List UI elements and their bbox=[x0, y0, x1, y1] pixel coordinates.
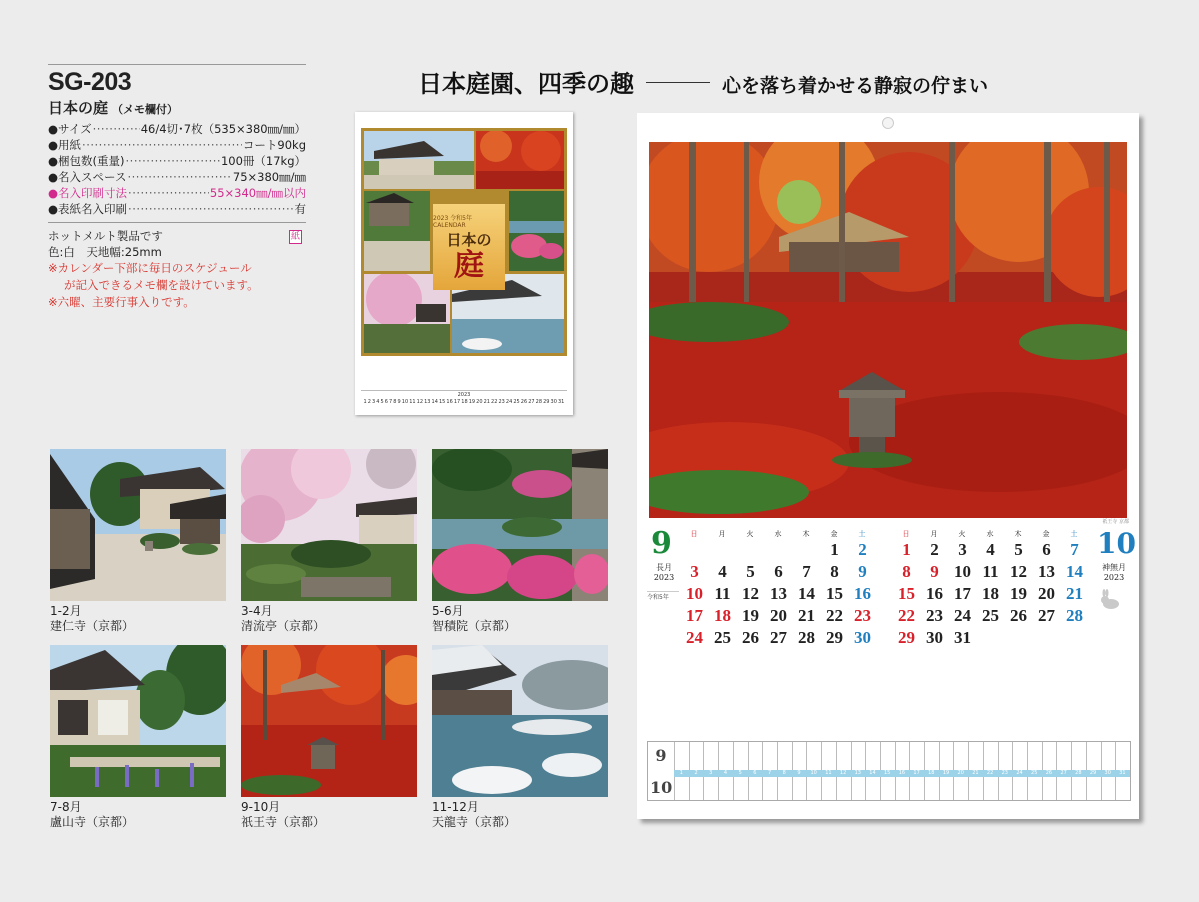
calendar-day: 14 bbox=[798, 584, 815, 603]
calendar-day: 14 bbox=[1066, 562, 1083, 581]
strip-day: 7 bbox=[389, 399, 393, 405]
strip-day: 22 bbox=[491, 399, 498, 405]
calendar-day: 11 bbox=[714, 584, 731, 603]
month-old-name-9: 長月 2023 bbox=[653, 563, 675, 582]
calendar-day: 19 bbox=[1010, 584, 1027, 603]
memo-day: 8 bbox=[782, 770, 786, 776]
strip-day: 10 bbox=[401, 399, 409, 405]
cover-photo-azalea bbox=[509, 191, 564, 271]
calendar-day: 15 bbox=[826, 584, 843, 603]
memo-day: 7 bbox=[767, 770, 772, 776]
product-name-note: （メモ欄付） bbox=[112, 103, 179, 116]
weekday-label: 金 bbox=[1042, 530, 1050, 538]
calendar-day: 8 bbox=[830, 562, 839, 581]
strip-day: 5 bbox=[380, 399, 384, 405]
memo-day: 4 bbox=[723, 770, 728, 776]
calendar-day: 22 bbox=[898, 606, 915, 625]
weekday-label: 日 bbox=[902, 530, 910, 538]
memo-day: 1 bbox=[679, 770, 683, 776]
strip-day: 1 bbox=[363, 399, 367, 405]
photo-seiryutei bbox=[241, 449, 417, 601]
spec-row bbox=[48, 169, 306, 185]
calendar-day: 31 bbox=[954, 628, 971, 647]
spec-key: ●名入スペース bbox=[48, 170, 127, 184]
month-thumb bbox=[241, 449, 417, 633]
spec-row bbox=[48, 201, 306, 217]
memo-day: 13 bbox=[854, 770, 861, 776]
spec-value: コート90kg bbox=[242, 138, 306, 152]
strip-day: 27 bbox=[528, 399, 535, 405]
month-thumb bbox=[432, 645, 608, 829]
calendar-day: 30 bbox=[926, 628, 943, 647]
calendar-day: 20 bbox=[770, 606, 787, 625]
calendar-day: 19 bbox=[742, 606, 759, 625]
calendar-day: 8 bbox=[902, 562, 911, 581]
strip-day: 26 bbox=[520, 399, 528, 405]
memo-day: 27 bbox=[1060, 770, 1067, 776]
strip-day: 25 bbox=[513, 399, 520, 405]
hanging-hole bbox=[882, 117, 894, 129]
memo-day: 24 bbox=[1016, 770, 1023, 776]
photo-chishakuin bbox=[432, 449, 608, 601]
calendar-day: 24 bbox=[954, 606, 971, 625]
memo-day: 28 bbox=[1075, 770, 1082, 776]
product-name: 日本の庭 （メモ欄付） bbox=[48, 99, 179, 117]
spec-leader bbox=[127, 169, 231, 185]
strip-day: 17 bbox=[453, 399, 461, 405]
weekday-label: 水 bbox=[986, 530, 994, 538]
photo-tenryuji bbox=[432, 645, 608, 797]
calendar-day: 27 bbox=[770, 628, 787, 647]
weekday-label: 土 bbox=[1070, 530, 1078, 538]
month-number-9: 9 bbox=[651, 526, 672, 561]
memo-day: 31 bbox=[1119, 770, 1126, 776]
strip-day: 21 bbox=[483, 399, 490, 405]
calendar-day: 12 bbox=[1010, 562, 1027, 581]
cover-name-strip bbox=[361, 390, 567, 408]
thumb-caption: 9-10月 祇王寺（京都） bbox=[241, 800, 326, 829]
calendar-day: 18 bbox=[714, 606, 731, 625]
strip-day: 20 bbox=[476, 399, 483, 405]
memo-month-10: 10 bbox=[650, 778, 673, 797]
strip-day: 31 bbox=[557, 399, 565, 405]
strip-day: 13 bbox=[424, 399, 431, 405]
calendar-day: 6 bbox=[1042, 540, 1051, 559]
spec-leader bbox=[126, 153, 220, 169]
calendar-day: 9 bbox=[858, 562, 867, 581]
strip-days bbox=[361, 399, 567, 405]
spec-value: 55×340㎜/㎜以内 bbox=[209, 186, 306, 200]
strip-day: 4 bbox=[376, 399, 380, 405]
spec-value: 75×380㎜/㎜ bbox=[232, 170, 306, 184]
memo-day: 30 bbox=[1104, 770, 1111, 776]
thumb-caption: 5-6月 智積院（京都） bbox=[432, 604, 517, 633]
calendar-day: 1 bbox=[830, 540, 839, 559]
spec-row bbox=[48, 121, 306, 137]
thumb-caption: 3-4月 清流亭（京都） bbox=[241, 604, 326, 633]
remarks bbox=[48, 260, 306, 311]
calendar-day: 3 bbox=[690, 562, 699, 581]
memo-day-band bbox=[674, 770, 1130, 777]
calendar-day: 11 bbox=[982, 562, 999, 581]
memo-day: 9 bbox=[797, 770, 801, 776]
weekday-label: 火 bbox=[958, 530, 966, 538]
weekday-label: 日 bbox=[690, 530, 698, 538]
calendar-day: 6 bbox=[774, 562, 783, 581]
thumb-caption: 11-12月 天龍寺（京都） bbox=[432, 800, 517, 829]
weekday-label: 木 bbox=[1014, 530, 1022, 538]
calendar-day: 16 bbox=[854, 584, 871, 603]
strip-day: 18 bbox=[461, 399, 468, 405]
spec-leader bbox=[82, 137, 242, 153]
cover-title-line2: 庭 bbox=[454, 247, 484, 283]
memo-day: 17 bbox=[913, 770, 920, 776]
calendar-day: 29 bbox=[826, 628, 843, 647]
calendar-day: 22 bbox=[826, 606, 843, 625]
strip-day: 14 bbox=[431, 399, 438, 405]
cover-year: 2023 令和5年 CALENDAR bbox=[433, 214, 472, 229]
weekday-label: 火 bbox=[746, 530, 754, 538]
memo-day: 14 bbox=[869, 770, 876, 776]
calendar-day: 23 bbox=[854, 606, 871, 625]
strip-day: 19 bbox=[468, 399, 476, 405]
month-thumb bbox=[50, 645, 226, 829]
strip-day: 2 bbox=[367, 399, 371, 405]
photo-giouji bbox=[241, 645, 417, 797]
divider bbox=[48, 222, 306, 223]
calendar-day: 30 bbox=[854, 628, 871, 647]
memo-day: 19 bbox=[942, 770, 950, 776]
strip-day: 3 bbox=[372, 399, 376, 405]
calendar-day: 21 bbox=[798, 606, 815, 625]
calendar-day: 18 bbox=[982, 584, 999, 603]
calendar-day: 13 bbox=[1038, 562, 1055, 581]
memo-day: 18 bbox=[928, 770, 935, 776]
rabbit-icon bbox=[1099, 589, 1121, 611]
strip-day: 8 bbox=[393, 399, 397, 405]
calendar-day: 4 bbox=[718, 562, 727, 581]
calendar-day: 21 bbox=[1066, 584, 1083, 603]
calendar-day: 12 bbox=[742, 584, 759, 603]
memo-day: 5 bbox=[738, 770, 742, 776]
spec-value: 46/4切･7枚（535×380㎜/㎜） bbox=[140, 122, 306, 136]
memo-day: 22 bbox=[986, 770, 994, 776]
month-thumb bbox=[50, 449, 226, 633]
calendar-day: 26 bbox=[742, 628, 759, 647]
spec-leader bbox=[93, 121, 140, 137]
memo-day: 21 bbox=[972, 770, 979, 776]
spec-value: 100冊（17kg） bbox=[220, 154, 306, 168]
strip-day: 24 bbox=[505, 399, 513, 405]
hotmelt-note: ホットメルト製品です bbox=[48, 229, 163, 243]
thumb-caption: 1-2月 建仁寺（京都） bbox=[50, 604, 135, 633]
strip-day: 9 bbox=[397, 399, 401, 405]
cover-thumbnail bbox=[355, 112, 573, 415]
calendar-day: 1 bbox=[902, 540, 911, 559]
calendar-day: 25 bbox=[714, 628, 731, 647]
memo-day: 11 bbox=[825, 770, 832, 776]
weekday-label: 金 bbox=[830, 530, 838, 538]
memo-day: 12 bbox=[839, 770, 847, 776]
calendar-day: 16 bbox=[926, 584, 943, 603]
spec-key: ●梱包数(重量) bbox=[48, 154, 125, 168]
memo-month-9: 9 bbox=[655, 746, 667, 765]
spec-value: 有 bbox=[294, 202, 306, 216]
spec-leader bbox=[128, 201, 293, 217]
calendar-day: 10 bbox=[686, 584, 703, 603]
calendar-day: 4 bbox=[986, 540, 995, 559]
memo-day: 2 bbox=[694, 770, 698, 776]
strip-day: 30 bbox=[550, 399, 557, 405]
weekday-label: 月 bbox=[718, 530, 726, 538]
tagline bbox=[418, 64, 988, 99]
calendar-day: 2 bbox=[858, 540, 867, 559]
calendar-day: 20 bbox=[1038, 584, 1055, 603]
calendar-day: 5 bbox=[746, 562, 755, 581]
cover-title-line1: 日本の bbox=[446, 230, 492, 249]
month-number-10: 10 bbox=[1097, 527, 1136, 560]
photo-rozanji bbox=[50, 645, 226, 797]
calendar-day: 2 bbox=[930, 540, 939, 559]
remark-line: ※六曜、主要行事入りです。 bbox=[48, 295, 195, 309]
memo-day: 29 bbox=[1089, 770, 1097, 776]
cover-collage bbox=[361, 128, 567, 356]
month-old-name-10: 神無月 2023 bbox=[1102, 563, 1126, 582]
product-spec bbox=[48, 64, 306, 311]
product-notes bbox=[48, 228, 306, 260]
calendar-day: 17 bbox=[954, 584, 971, 603]
calendar-day: 3 bbox=[958, 540, 967, 559]
memo-day: 16 bbox=[898, 770, 906, 776]
spec-row bbox=[48, 137, 306, 153]
divider bbox=[48, 64, 306, 65]
spec-key: ●表紙名入印刷 bbox=[48, 202, 128, 216]
calendar-day: 28 bbox=[798, 628, 815, 647]
memo-area bbox=[647, 741, 1131, 801]
cover-photo-autumn bbox=[476, 131, 564, 189]
main-photo bbox=[649, 142, 1127, 518]
calendar-day: 9 bbox=[930, 562, 939, 581]
spec-list bbox=[48, 121, 306, 217]
month-thumb bbox=[432, 449, 608, 633]
photo-kenninji bbox=[50, 449, 226, 601]
memo-day: 26 bbox=[1045, 770, 1053, 776]
product-code: SG-203 bbox=[48, 68, 132, 96]
tagline-main: 日本庭園、四季の趣 bbox=[418, 69, 634, 98]
strip-day: 29 bbox=[543, 399, 550, 405]
calendar-day: 24 bbox=[686, 628, 703, 647]
remark-line: ※カレンダー下部に毎日のスケジュール bbox=[48, 261, 252, 275]
calendar-day: 10 bbox=[954, 562, 971, 581]
cover-title bbox=[433, 204, 505, 290]
strip-day: 28 bbox=[535, 399, 543, 405]
calendar-day: 5 bbox=[1014, 540, 1023, 559]
spec-key: ●用紙 bbox=[48, 138, 82, 152]
memo-day: 20 bbox=[957, 770, 964, 776]
photo-giouji-large bbox=[649, 142, 1127, 518]
memo-day: 3 bbox=[709, 770, 713, 776]
calendar-day: 17 bbox=[686, 606, 703, 625]
memo-day: 6 bbox=[753, 770, 757, 776]
weekday-label: 木 bbox=[802, 530, 810, 538]
calendar-day: 23 bbox=[926, 606, 943, 625]
strip-day: 6 bbox=[384, 399, 388, 405]
strip-day: 11 bbox=[409, 399, 416, 405]
memo-day: 15 bbox=[884, 770, 891, 776]
calendar-day: 15 bbox=[898, 584, 915, 603]
weekday-label: 土 bbox=[858, 530, 866, 538]
cover-photo-garden bbox=[364, 191, 430, 271]
calendar-day: 28 bbox=[1066, 606, 1083, 625]
strip-day: 12 bbox=[416, 399, 424, 405]
calendar-day: 7 bbox=[802, 562, 811, 581]
era-label: 令和5年 bbox=[647, 591, 679, 602]
color-note: 色:白 天地幅:25mm bbox=[48, 245, 162, 259]
memo-day: 25 bbox=[1031, 770, 1038, 776]
tagline-sub: 心を落ち着かせる静寂の佇まい bbox=[722, 75, 989, 97]
calendar-day: 27 bbox=[1038, 606, 1055, 625]
memo-day: 23 bbox=[1001, 770, 1008, 776]
spec-key: ●名入印刷寸法 bbox=[48, 186, 128, 200]
spec-row bbox=[48, 153, 306, 169]
calendar-day: 29 bbox=[898, 628, 915, 647]
calendar-page bbox=[637, 113, 1139, 819]
remark-line: が記入できるメモ欄を設けています。 bbox=[64, 278, 259, 292]
thumb-caption: 7-8月 盧山寺（京都） bbox=[50, 800, 135, 829]
memo-day: 10 bbox=[810, 770, 817, 776]
tagline-dash bbox=[646, 82, 710, 84]
weekday-label: 月 bbox=[930, 530, 938, 538]
cover-photo-temple bbox=[364, 131, 474, 189]
strip-year: 2023 bbox=[457, 392, 471, 398]
photo-credit: 祇王寺 京都 bbox=[1102, 519, 1129, 525]
calendar-day: 25 bbox=[982, 606, 999, 625]
calendar-day: 13 bbox=[770, 584, 787, 603]
weekday-label: 水 bbox=[774, 530, 782, 538]
calendar-day: 7 bbox=[1070, 540, 1079, 559]
calendar-day: 26 bbox=[1010, 606, 1027, 625]
strip-day: 16 bbox=[446, 399, 453, 405]
spec-leader bbox=[128, 185, 209, 201]
spec-key: ●サイズ bbox=[48, 122, 92, 136]
strip-day: 23 bbox=[498, 399, 505, 405]
paper-tag: 紙 bbox=[290, 232, 300, 242]
strip-day: 15 bbox=[438, 399, 446, 405]
month-thumb bbox=[241, 645, 417, 829]
spec-row bbox=[48, 185, 306, 201]
